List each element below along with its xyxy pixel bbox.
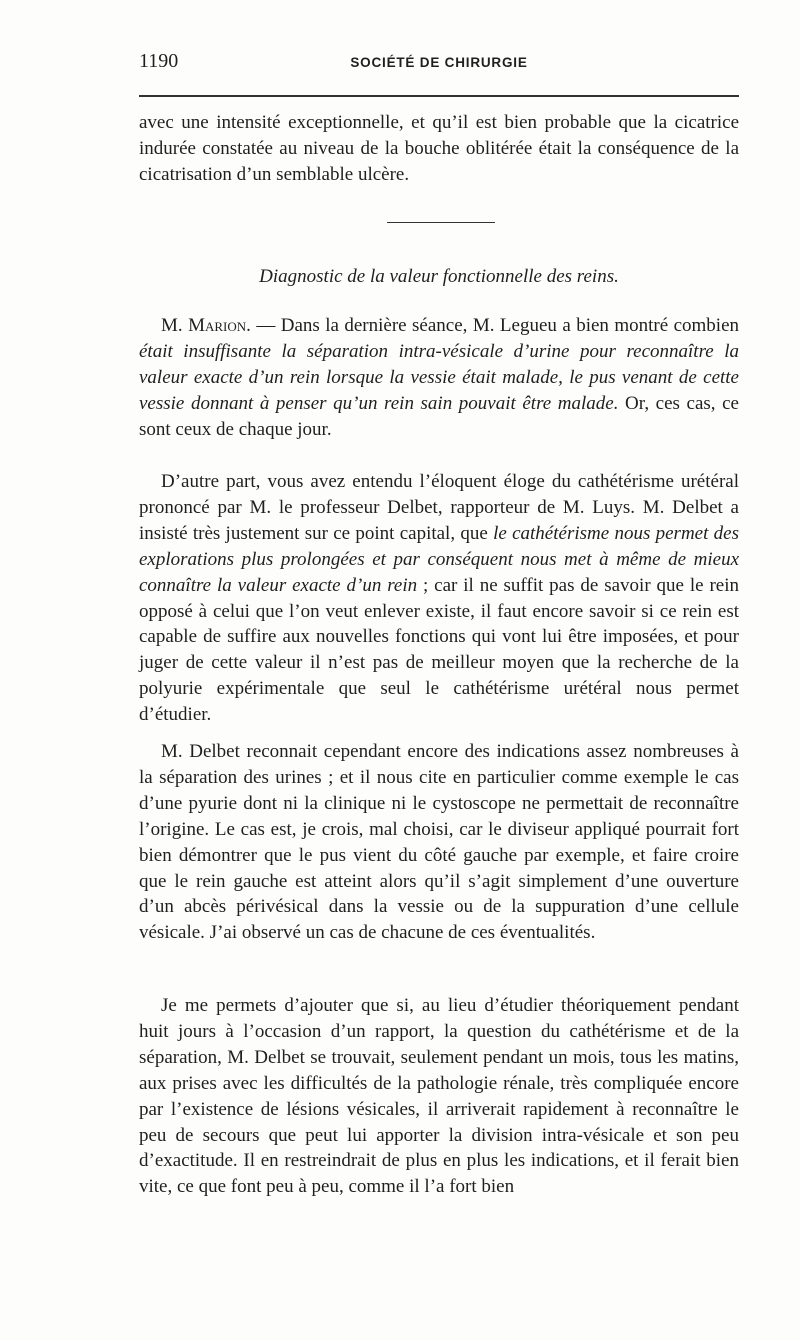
- page-header: [139, 50, 739, 78]
- paragraph-tail: Or, ces cas, ce sont ceux de chaque jour.: [139, 392, 739, 440]
- italic-passage: était insuffisante la séparation intra-vésicale d’urine pour reconnaître la valeur exacte d’un rein lorsque la vessie était malade, le pus venant de cette vessie donnant à penser qu’un rein sain pouvait être malade.: [139, 340, 739, 414]
- paragraph-delbet-praise: [139, 469, 739, 728]
- paragraph-indications: M. Delbet reconnait cependant encore des indications assez nombreuses à la séparation des urines ; et il nous cite en particulier comme exemple le cas d’une pyurie dont ni la clinique ni le cystoscope ne permettait de reconnaître l’origine. Le cas est, je crois, mal choisi, car le diviseur appliqué pourrait fort bien démontrer que le pus vient du côté gauche par exemple, et faire croire que le rein gauche est atteint alors qu’il s’agit simplement d’une ouverture d’un abcès périvésical dans la vessie ou de la suppuration d’une cellule vésicale. J’ai observé un cas de chacune de ces éventualités.: [139, 741, 739, 944]
- speaker-name: M. Marion.: [161, 315, 251, 336]
- paragraph-tail: ; car il ne suffit pas de savoir que le rein opposé à celui que l’on veut enlever existe, il faut encore savoir si ce rein est capable de suffire aux nouvelles fonctions qui vont lui être imposées, et pour juger de cette valeur il n’est pas de meilleur moyen que la recherche de la polyurie expérimentale que seul le cathétérisme urétéral nous permet d’étudier.: [139, 574, 740, 726]
- paragraph-conclusion: Je me permets d’ajouter que si, au lieu d’étudier théoriquement pendant huit jours à l’occasion d’un rapport, la question du cathétérisme et de la séparation, M. Delbet se trouvait, seulement pendant un mois, tous les matins, aux prises avec les difficultés de la pathologie rénale, très compliquée encore par l’existence de lésions vésicales, il arriverait rapidement à reconnaître le peu de secours que peut lui apporter la division intra-vésicale et son peu d’exactitude. Il en restreindrait de plus en plus les indications, et il ferait bien vite, ce que font peu à peu, comme il l’a fort bien: [139, 995, 739, 1198]
- section-heading: Diagnostic de la valeur fonctionnelle des reins.: [259, 266, 619, 287]
- running-title: SOCIÉTÉ DE CHIRURGIE: [350, 55, 528, 70]
- section-separator: [387, 222, 495, 223]
- paragraph-lead: D’autre part, vous avez entendu l’éloquent éloge du cathétérisme urétéral prononcé par M. le professeur Delbet, rapporteur de M. Luys. M. Delbet a insisté très justement sur ce point capital, que: [139, 471, 739, 544]
- intro-paragraph: avec une intensité exceptionnelle, et qu’il est bien probable que la cicatrice indurée constatée au niveau de la bouche oblitérée était la conséquence de la cicatrisation d’un semblable ulcère.: [139, 112, 739, 185]
- paragraph-marion: [139, 313, 739, 443]
- header-rule: [139, 95, 739, 97]
- italic-passage: le cathétérisme nous permet des explorations plus prolongées et par conséquent nous met à même de mieux connaître la valeur exacte d’un rein: [139, 522, 739, 596]
- page-number: 1190: [139, 50, 179, 72]
- paragraph-lead: — Dans la dernière séance, M. Legueu a bien montré combien: [250, 315, 740, 336]
